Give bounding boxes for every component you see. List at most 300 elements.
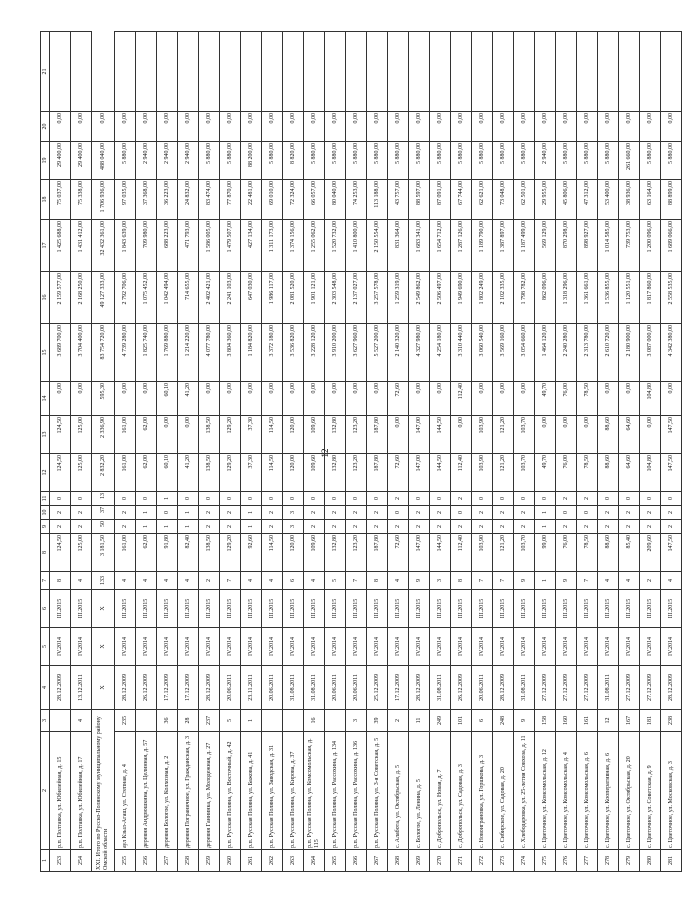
table-cell: 4 342 380,00 bbox=[661, 324, 682, 382]
table-cell: 2 bbox=[598, 520, 619, 534]
table-cell: 5 880,00 bbox=[430, 142, 451, 180]
table-cell: 0 bbox=[472, 492, 493, 506]
table-cell: 2 bbox=[50, 520, 71, 534]
table-row bbox=[346, 32, 367, 872]
table-cell: IV.2014 bbox=[451, 628, 472, 666]
table-cell: 7 bbox=[493, 572, 514, 590]
table-cell: 0,00 bbox=[115, 382, 136, 416]
table-cell: 72,60 bbox=[388, 382, 409, 416]
table-cell: 2 bbox=[514, 520, 535, 534]
table-cell: III.2015 bbox=[535, 590, 556, 628]
table-cell: 88,60 bbox=[598, 454, 619, 492]
table-cell: 28.12.2009 bbox=[661, 666, 682, 710]
table-cell: 2 bbox=[220, 520, 241, 534]
table-cell: 0 bbox=[661, 492, 682, 506]
table-cell bbox=[556, 32, 577, 112]
table-cell: IV.2014 bbox=[50, 628, 71, 666]
table-cell bbox=[115, 32, 136, 112]
table-cell: 76,00 bbox=[556, 534, 577, 572]
table-row bbox=[262, 32, 283, 872]
housing-program-table bbox=[40, 31, 682, 872]
table-cell: 5 880,00 bbox=[388, 142, 409, 180]
table-cell: 0,00 bbox=[199, 112, 220, 142]
table-cell: 0,00 bbox=[493, 382, 514, 416]
table-cell: 123,20 bbox=[346, 416, 367, 454]
column-number: 8 bbox=[41, 534, 50, 572]
table-cell: 13.12.2011 bbox=[71, 666, 92, 710]
section-total-cell: 50 bbox=[92, 520, 115, 534]
table-cell: 253 bbox=[50, 850, 71, 872]
table-cell: 66 057,00 bbox=[304, 180, 325, 220]
table-cell: 31.08.2011 bbox=[304, 666, 325, 710]
table-cell: 0,00 bbox=[304, 112, 325, 142]
table-cell: 109,60 bbox=[304, 454, 325, 492]
table-cell: 2 bbox=[619, 520, 640, 534]
table-cell: 248 bbox=[493, 710, 514, 732]
table-cell: 144,50 bbox=[430, 416, 451, 454]
section-total-cell: X bbox=[92, 590, 115, 628]
table-cell: 31.08.2011 bbox=[514, 666, 535, 710]
table-cell: 264 bbox=[304, 850, 325, 872]
table-cell: 41,20 bbox=[178, 382, 199, 416]
table-cell: 1 bbox=[535, 506, 556, 520]
table-cell: 2 bbox=[577, 520, 598, 534]
table-cell: IV.2014 bbox=[493, 628, 514, 666]
table-cell: IV.2014 bbox=[71, 628, 92, 666]
table-cell bbox=[514, 32, 535, 112]
table-cell: 1 259 319,00 bbox=[388, 272, 409, 324]
table-cell: 85,40 bbox=[619, 534, 640, 572]
table-row bbox=[535, 32, 556, 872]
table-cell: 0 bbox=[346, 492, 367, 506]
table-cell: 0,00 bbox=[556, 416, 577, 454]
table-cell: 5 880,00 bbox=[409, 142, 430, 180]
table-cell: 5 880,00 bbox=[304, 142, 325, 180]
table-cell bbox=[619, 32, 640, 112]
table-cell: 124,50 bbox=[50, 534, 71, 572]
table-cell: 0 bbox=[304, 492, 325, 506]
table-cell: 88,60 bbox=[598, 534, 619, 572]
table-cell: 3 bbox=[430, 572, 451, 590]
table-cell: 20.06.2011 bbox=[472, 666, 493, 710]
table-cell: 237 bbox=[199, 710, 220, 732]
table-cell: III.2015 bbox=[50, 590, 71, 628]
table-cell: IV.2014 bbox=[661, 628, 682, 666]
table-cell: 0 bbox=[388, 506, 409, 520]
table-cell: 238 bbox=[661, 710, 682, 732]
table-cell: 1 802 249,00 bbox=[472, 272, 493, 324]
table-cell: 11 bbox=[409, 710, 430, 732]
table-cell: 0,00 bbox=[577, 416, 598, 454]
table-cell: 2 940,00 bbox=[178, 142, 199, 180]
section-title: XXI. Итого по Русско-Полянскому муниципальному району Омской области bbox=[92, 710, 115, 872]
column-number: 5 bbox=[41, 628, 50, 666]
table-cell: 144,50 bbox=[430, 454, 451, 492]
table-cell: 120,00 bbox=[283, 454, 304, 492]
table-cell: 0,00 bbox=[115, 112, 136, 142]
table-row bbox=[199, 32, 220, 872]
table-cell: 0,00 bbox=[178, 416, 199, 454]
table-cell: 2 506 497,00 bbox=[430, 272, 451, 324]
table-cell: 0,00 bbox=[472, 382, 493, 416]
table-cell: 280 bbox=[640, 850, 661, 872]
table-cell: 29 400,00 bbox=[50, 142, 71, 180]
table-cell: 69 010,00 bbox=[262, 180, 283, 220]
table-cell: 2 bbox=[71, 506, 92, 520]
table-cell: 0,00 bbox=[430, 382, 451, 416]
table-cell: 2 bbox=[430, 520, 451, 534]
table-cell: 28.12.2009 bbox=[50, 666, 71, 710]
table-cell: 2 bbox=[619, 506, 640, 520]
table-cell: 167 bbox=[619, 710, 640, 732]
table-cell: 41,20 bbox=[178, 454, 199, 492]
table-cell: 147,00 bbox=[409, 454, 430, 492]
table-cell: 275 bbox=[535, 850, 556, 872]
table-cell: III.2015 bbox=[409, 590, 430, 628]
table-cell: 0,00 bbox=[50, 382, 71, 416]
address-cell: с. Сибирское, ул. Садовая, д. 20 bbox=[493, 732, 514, 850]
address-cell: с. Цветочное, ул. Советская, д. 9 bbox=[640, 732, 661, 850]
table-cell: 5 880,00 bbox=[220, 142, 241, 180]
table-cell: 0,00 bbox=[304, 382, 325, 416]
table-cell: 0,00 bbox=[388, 112, 409, 142]
table-cell: 3 310 440,00 bbox=[451, 324, 472, 382]
column-number: 10 bbox=[41, 506, 50, 520]
table-cell: 60,10 bbox=[157, 454, 178, 492]
address-cell: р.п. Русская Поляна, ул. Бажова, д. 41 bbox=[241, 732, 262, 850]
table-cell: 80 040,00 bbox=[325, 180, 346, 220]
column-number: 2 bbox=[41, 732, 50, 850]
table-cell bbox=[451, 32, 472, 112]
table-cell: 112,40 bbox=[451, 534, 472, 572]
table-cell: III.2015 bbox=[619, 590, 640, 628]
table-cell: 17.12.2009 bbox=[388, 666, 409, 710]
table-cell bbox=[325, 710, 346, 732]
table-cell: 4 bbox=[115, 572, 136, 590]
table-cell: 2 bbox=[661, 520, 682, 534]
table-cell: 31.08.2011 bbox=[430, 666, 451, 710]
table-cell: 0 bbox=[409, 492, 430, 506]
table-cell: 1 374 156,00 bbox=[283, 220, 304, 272]
address-cell: деревня Андрюшкина, ул. Целинная, д. 57 bbox=[136, 732, 157, 850]
section-total-cell: 13 bbox=[92, 492, 115, 506]
table-cell: 0 bbox=[50, 492, 71, 506]
section-total-cell: 488 040,00 bbox=[92, 142, 115, 180]
table-cell: 0,00 bbox=[409, 382, 430, 416]
table-cell: 4 077 780,00 bbox=[199, 324, 220, 382]
table-cell: 0 bbox=[535, 492, 556, 506]
table-cell: 1 bbox=[157, 520, 178, 534]
table-cell: 4 bbox=[241, 572, 262, 590]
table-cell: 161,00 bbox=[115, 454, 136, 492]
table-cell: 269 bbox=[409, 850, 430, 872]
table-cell: 4 bbox=[619, 572, 640, 590]
table-cell: 3 704 400,00 bbox=[71, 324, 92, 382]
table-cell: 2 bbox=[472, 520, 493, 534]
table-cell: 3 bbox=[283, 506, 304, 520]
table-cell: 1 bbox=[241, 520, 262, 534]
address-cell: с. Цветочное, ул. Октябрьская, д. 20 bbox=[619, 732, 640, 850]
table-cell: 114,50 bbox=[262, 416, 283, 454]
table-cell: 104,80 bbox=[640, 454, 661, 492]
table-row bbox=[577, 32, 598, 872]
table-cell: III.2015 bbox=[241, 590, 262, 628]
table-cell: 1 387 897,00 bbox=[493, 220, 514, 272]
table-cell: 257 bbox=[157, 850, 178, 872]
table-cell: 121,20 bbox=[493, 416, 514, 454]
table-cell: 3 910 200,00 bbox=[325, 324, 346, 382]
table-cell: 1 361 661,00 bbox=[577, 272, 598, 324]
table-cell bbox=[283, 710, 304, 732]
table-cell: 2 150 554,00 bbox=[367, 220, 388, 272]
table-row bbox=[514, 32, 535, 872]
table-cell: 109,60 bbox=[304, 534, 325, 572]
table-cell: 27.12.2009 bbox=[535, 666, 556, 710]
table-cell: 0 bbox=[430, 492, 451, 506]
table-cell: 270 bbox=[430, 850, 451, 872]
table-cell: 17.12.2009 bbox=[157, 666, 178, 710]
table-cell: 2 bbox=[472, 506, 493, 520]
table-cell: III.2015 bbox=[304, 590, 325, 628]
table-cell: IV.2014 bbox=[598, 628, 619, 666]
table-cell: 5 880,00 bbox=[472, 142, 493, 180]
table-cell: 2 bbox=[325, 520, 346, 534]
table-cell: IV.2014 bbox=[325, 628, 346, 666]
table-cell: 112,40 bbox=[451, 454, 472, 492]
table-cell: 1 825 740,00 bbox=[136, 324, 157, 382]
table-cell: 0,00 bbox=[325, 382, 346, 416]
table-cell: 73 048,00 bbox=[493, 180, 514, 220]
table-cell: 1 075 452,00 bbox=[136, 272, 157, 324]
table-cell: 2 303 548,00 bbox=[325, 272, 346, 324]
table-row bbox=[304, 32, 325, 872]
table-cell: 62 621,00 bbox=[472, 180, 493, 220]
column-number: 4 bbox=[41, 666, 50, 710]
table-cell: 0,00 bbox=[178, 112, 199, 142]
table-cell: III.2015 bbox=[640, 590, 661, 628]
table-cell: 0 bbox=[241, 492, 262, 506]
table-cell: 3 060 540,00 bbox=[472, 324, 493, 382]
table-cell: 138,50 bbox=[199, 454, 220, 492]
table-cell: 91,80 bbox=[157, 534, 178, 572]
table-cell: 271 bbox=[451, 850, 472, 872]
table-cell: 3 228 120,00 bbox=[304, 324, 325, 382]
table-cell: IV.2014 bbox=[472, 628, 493, 666]
table-cell: 20.06.2011 bbox=[325, 666, 346, 710]
table-cell: 3 372 180,00 bbox=[262, 324, 283, 382]
table-cell: 103,90 bbox=[472, 454, 493, 492]
table-cell: 0,00 bbox=[220, 112, 241, 142]
table-cell: 268 bbox=[388, 850, 409, 872]
table-cell: 37 368,00 bbox=[136, 180, 157, 220]
table-row bbox=[409, 32, 430, 872]
table-cell: 2 bbox=[199, 520, 220, 534]
table-row bbox=[283, 32, 304, 872]
table-cell: 2 bbox=[325, 506, 346, 520]
table-cell: 0 bbox=[640, 492, 661, 506]
table-cell: 0,00 bbox=[514, 382, 535, 416]
table-cell: 5 880,00 bbox=[199, 142, 220, 180]
table-cell: 120,00 bbox=[283, 416, 304, 454]
table-cell: 187,80 bbox=[367, 534, 388, 572]
table-cell: 260 bbox=[220, 850, 241, 872]
table-cell: 278 bbox=[598, 850, 619, 872]
address-cell: с. Цветочное, ул. Московская, д. 3 bbox=[661, 732, 682, 850]
address-cell: с. Добропольск, ул. Садовая, д. 3 bbox=[451, 732, 472, 850]
table-cell: III.2015 bbox=[262, 590, 283, 628]
table-cell: 1 843 639,00 bbox=[115, 220, 136, 272]
table-cell: 1 287 126,00 bbox=[451, 220, 472, 272]
table-cell: 0 bbox=[199, 492, 220, 506]
column-number: 20 bbox=[41, 112, 50, 142]
table-cell: 2 bbox=[71, 520, 92, 534]
table-cell: III.2015 bbox=[71, 590, 92, 628]
table-cell: 0 bbox=[514, 492, 535, 506]
table-cell: 4 bbox=[661, 572, 682, 590]
table-cell: 144,50 bbox=[430, 534, 451, 572]
table-cell: 123,20 bbox=[346, 534, 367, 572]
address-cell: р.п. Русская Поляна, ул. Рассохина, д. 136 bbox=[346, 732, 367, 850]
table-cell: 0 bbox=[283, 492, 304, 506]
table-cell bbox=[199, 32, 220, 112]
table-cell: 22 481,00 bbox=[241, 180, 262, 220]
table-cell: 88,60 bbox=[598, 416, 619, 454]
column-number: 1 bbox=[41, 850, 50, 872]
table-cell: 5 880,00 bbox=[262, 142, 283, 180]
table-cell: 0 bbox=[178, 492, 199, 506]
table-cell: 1 431 412,00 bbox=[71, 220, 92, 272]
table-cell: 0,00 bbox=[640, 416, 661, 454]
table-cell: IV.2014 bbox=[304, 628, 325, 666]
address-cell: с. Новоиграновка, ул. Горшкова, д. 3 bbox=[472, 732, 493, 850]
table-row bbox=[157, 32, 178, 872]
table-cell: 2 bbox=[50, 506, 71, 520]
table-cell: 12 bbox=[598, 710, 619, 732]
table-cell: 138,50 bbox=[199, 416, 220, 454]
address-cell: р.п. Русская Поляна, ул. 3-я Советская, д. 5 bbox=[367, 732, 388, 850]
table-cell: 5 880,00 bbox=[556, 142, 577, 180]
table-cell: III.2015 bbox=[136, 590, 157, 628]
table-cell: 2 241 103,00 bbox=[220, 272, 241, 324]
table-cell: 39 bbox=[367, 710, 388, 732]
table-cell: 109,60 bbox=[304, 416, 325, 454]
table-cell: 2 bbox=[493, 520, 514, 534]
table-cell: 471 793,00 bbox=[178, 220, 199, 272]
table-cell: 5 bbox=[220, 710, 241, 732]
table-cell: 2 bbox=[220, 506, 241, 520]
column-number: 19 bbox=[41, 142, 50, 180]
table-cell: 16 bbox=[304, 710, 325, 732]
table-cell: 2 558 535,00 bbox=[661, 272, 682, 324]
table-cell: 7 bbox=[220, 572, 241, 590]
table-cell: 2 bbox=[199, 506, 220, 520]
table-cell bbox=[50, 710, 71, 732]
address-cell: с. Цветочное, ул. Комсомольская, д. 6 bbox=[577, 732, 598, 850]
column-number: 16 bbox=[41, 272, 50, 324]
table-cell bbox=[430, 32, 451, 112]
table-row bbox=[493, 32, 514, 872]
column-number: 21 bbox=[41, 32, 50, 112]
table-cell: 2 bbox=[388, 492, 409, 506]
table-cell: 4 bbox=[71, 572, 92, 590]
table-cell: IV.2014 bbox=[283, 628, 304, 666]
table-cell: 4 bbox=[157, 572, 178, 590]
table-cell: 1 bbox=[136, 520, 157, 534]
table-cell: 0,00 bbox=[367, 112, 388, 142]
table-cell: 72 324,00 bbox=[283, 180, 304, 220]
table-cell: 9 bbox=[514, 572, 535, 590]
table-cell: 17.12.2009 bbox=[178, 666, 199, 710]
table-cell: 125,00 bbox=[71, 416, 92, 454]
table-cell: 7 bbox=[577, 572, 598, 590]
table-cell: 2 240 280,00 bbox=[556, 324, 577, 382]
table-cell: 831 364,00 bbox=[388, 220, 409, 272]
table-cell: 4 327 980,00 bbox=[409, 324, 430, 382]
table-cell: 2 180 900,00 bbox=[619, 324, 640, 382]
section-total-cell: 49 127 333,00 bbox=[92, 272, 115, 324]
table-cell: 1 bbox=[157, 492, 178, 506]
table-cell: 125,00 bbox=[71, 534, 92, 572]
table-cell: 281 bbox=[661, 850, 682, 872]
table-cell: 20.06.2011 bbox=[262, 666, 283, 710]
table-cell: 1 817 860,00 bbox=[640, 272, 661, 324]
table-cell: 74 253,00 bbox=[346, 180, 367, 220]
table-cell: 82,40 bbox=[178, 534, 199, 572]
table-cell: 60,10 bbox=[157, 382, 178, 416]
address-cell: р.п. Русская Поляна, ул. Восточный, д. 42 bbox=[220, 732, 241, 850]
table-cell: 266 bbox=[346, 850, 367, 872]
section-total-row bbox=[92, 32, 115, 872]
table-cell: 112,40 bbox=[451, 382, 472, 416]
table-cell bbox=[283, 32, 304, 112]
table-cell: 28.12.2009 bbox=[115, 666, 136, 710]
table-cell: 1 200 096,00 bbox=[640, 220, 661, 272]
table-cell: 72,60 bbox=[388, 454, 409, 492]
table-cell: IV.2014 bbox=[178, 628, 199, 666]
table-cell: 273 bbox=[493, 850, 514, 872]
table-cell: 2 792 706,00 bbox=[115, 272, 136, 324]
table-cell: 569 129,00 bbox=[535, 220, 556, 272]
table-cell: III.2015 bbox=[157, 590, 178, 628]
table-row bbox=[136, 32, 157, 872]
column-number: 18 bbox=[41, 180, 50, 220]
section-total-cell: 1 706 936,00 bbox=[92, 180, 115, 220]
table-cell: 2 940,00 bbox=[157, 142, 178, 180]
table-cell: 0 bbox=[220, 492, 241, 506]
table-cell: 1 520 732,00 bbox=[325, 220, 346, 272]
table-cell: III.2015 bbox=[220, 590, 241, 628]
table-cell: 92,60 bbox=[241, 534, 262, 572]
table-cell: 0 bbox=[262, 492, 283, 506]
address-cell: р.п. Полтавка, ул. Юбилейная, д. 17 bbox=[71, 732, 92, 850]
table-cell bbox=[157, 32, 178, 112]
table-cell: 138,50 bbox=[199, 534, 220, 572]
table-cell: 4 bbox=[178, 572, 199, 590]
table-cell: IV.2014 bbox=[619, 628, 640, 666]
table-cell: 0,00 bbox=[556, 112, 577, 142]
table-cell: 75 037,00 bbox=[50, 180, 71, 220]
table-cell: 255 bbox=[115, 850, 136, 872]
column-number: 13 bbox=[41, 416, 50, 454]
table-cell: 72,60 bbox=[388, 534, 409, 572]
table-cell: 120,00 bbox=[283, 534, 304, 572]
table-cell: 43 757,00 bbox=[388, 180, 409, 220]
table-cell: 64,60 bbox=[619, 416, 640, 454]
table-cell bbox=[136, 32, 157, 112]
table-cell: 129,20 bbox=[220, 534, 241, 572]
table-cell bbox=[178, 32, 199, 112]
table-cell bbox=[367, 32, 388, 112]
